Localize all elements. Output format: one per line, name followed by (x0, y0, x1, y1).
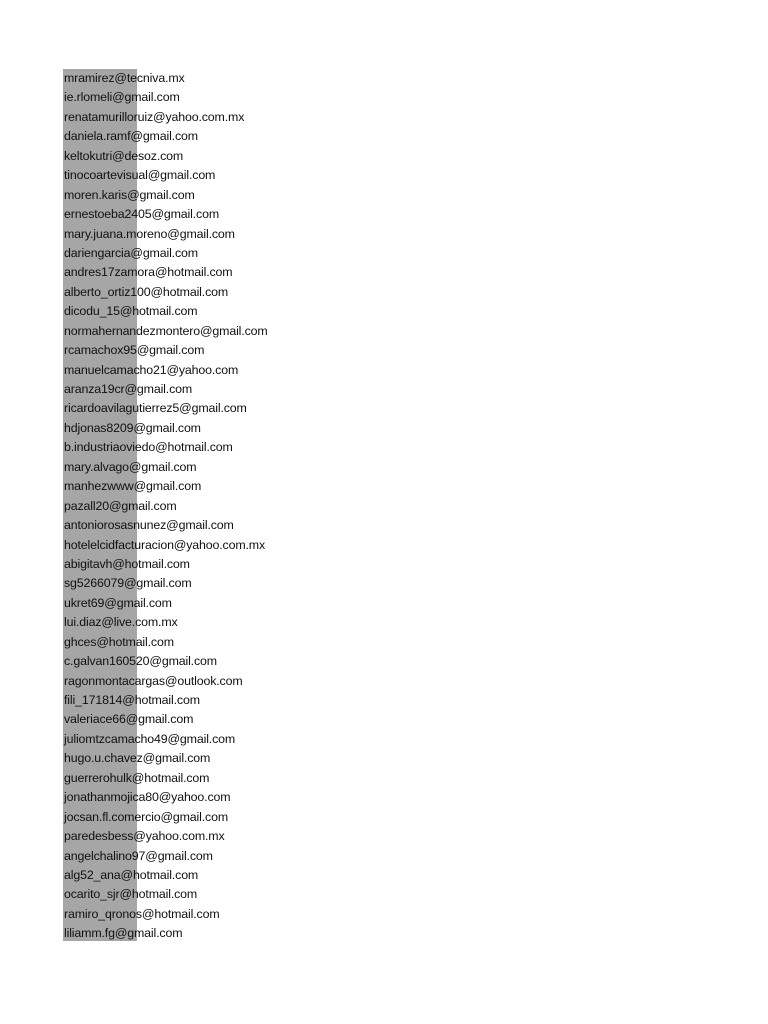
email-list-item: fili_171814@hotmail.com (64, 693, 200, 707)
email-list-item: pazall20@gmail.com (64, 498, 177, 513)
email-list-item: lui.diaz@live.com.mx (64, 615, 178, 630)
email-list-item: andres17zamora@hotmail.com (64, 265, 233, 280)
email-list-item: hotelelcidfacturacion@yahoo.com.mx (64, 537, 266, 552)
email-list-item: mary.alvago@gmail.com (64, 459, 197, 474)
email-list-item: hugo.u.chavez@gmail.com (64, 751, 211, 766)
email-list-item: ragonmontacargas@outlook.com (64, 673, 243, 688)
email-list-item: renatamurilloruiz@yahoo.com.mx (64, 109, 245, 124)
email-list-item: jonathanmojica80@yahoo.com (64, 790, 231, 805)
email-list-item: valeriace66@gmail.com (64, 712, 194, 727)
email-list-item: rcamachox95@gmail.com (64, 343, 205, 358)
email-list-item: mary.juana.moreno@gmail.com (64, 226, 235, 241)
email-list-item: b.industriaoviedo@hotmail.com (64, 440, 233, 455)
email-list-item: aranza19cr@gmail.com (64, 382, 193, 396)
email-list-item: antoniorosasnunez@gmail.com (64, 518, 234, 533)
email-list-item: guerrerohulk@hotmail.com (64, 770, 210, 785)
email-list-item: keltokutri@desoz.com (64, 148, 184, 163)
email-list-item: angelchalino97@gmail.com (64, 848, 213, 863)
email-list-item: jocsan.fl.comercio@gmail.com (64, 809, 228, 824)
email-list-item: ukret69@gmail.com (64, 595, 172, 610)
email-list-item: sg5266079@gmail.com (64, 576, 192, 591)
email-list-item: ie.rlomeli@gmail.com (64, 90, 180, 105)
email-list-item: hdjonas8209@gmail.com (64, 420, 201, 435)
email-list-item: moren.karis@gmail.com (64, 187, 195, 202)
email-list-item: alberto_ortiz100@hotmail.com (64, 284, 229, 299)
email-list-item: manuelcamacho21@yahoo.com (64, 362, 239, 377)
email-list-item: abigitavh@hotmail.com (64, 556, 190, 571)
email-list-item: alg52_ana@hotmail.com (64, 867, 199, 882)
email-list-item: mramirez@tecniva.mx (64, 71, 185, 85)
email-list-item: juliomtzcamacho49@gmail.com (64, 731, 236, 746)
email-list-item: ghces@hotmail.com (64, 634, 174, 649)
email-list-item: normahernandezmontero@gmail.com (64, 323, 268, 338)
email-list (64, 69, 268, 944)
email-list-item: ocarito_sjr@hotmail.com (64, 887, 198, 902)
email-list-item: c.galvan160520@gmail.com (64, 654, 217, 669)
email-list-item: dariengarcia@gmail.com (64, 245, 198, 260)
email-list-item: ernestoeba2405@gmail.com (64, 207, 220, 222)
email-list-item: liliamm.fg@gmail.com (64, 926, 183, 941)
email-list-item: ricardoavilagutierrez5@gmail.com (64, 401, 247, 416)
email-list-item: dicodu_15@hotmail.com (64, 304, 198, 319)
email-list-item: ramiro_qronos@hotmail.com (64, 906, 220, 921)
email-list-item: tinocoartevisual@gmail.com (64, 168, 216, 183)
email-list-item: paredesbess@yahoo.com.mx (64, 829, 225, 844)
email-list-item: daniela.ramf@gmail.com (64, 129, 198, 144)
email-list-item: manhezwww@gmail.com (64, 479, 202, 494)
